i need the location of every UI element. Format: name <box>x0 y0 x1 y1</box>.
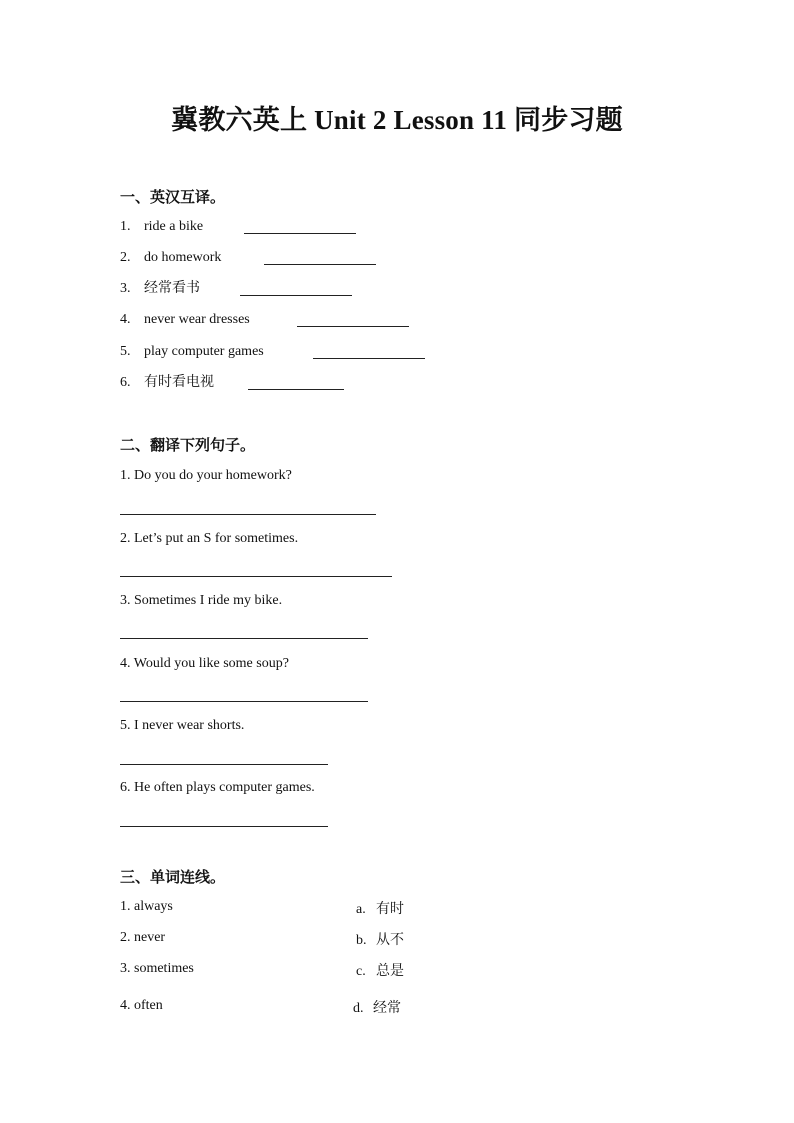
item-number: 2. <box>120 250 131 265</box>
item-number: 5. <box>120 344 131 359</box>
option-text: 从不 <box>376 932 404 948</box>
sentence-6: 6. He often plays computer games. <box>120 780 315 795</box>
item-text: 经常看书 <box>144 280 200 296</box>
answer-blank-2[interactable] <box>264 264 376 265</box>
answer-blank-5[interactable] <box>313 358 425 359</box>
sentence-1: 1. Do you do your homework? <box>120 468 292 483</box>
item-number: 6. <box>120 375 131 390</box>
match-word-2[interactable]: 2. never <box>120 930 166 945</box>
option-letter: d. <box>353 1001 364 1016</box>
option-letter: b. <box>356 933 367 948</box>
item-text: ride a bike <box>144 219 204 234</box>
section3-heading: 三、单词连线。 <box>120 868 226 886</box>
section1-item-4 <box>120 311 250 329</box>
sentence-3: 3. Sometimes I ride my bike. <box>120 593 283 608</box>
sentence-5: 5. I never wear shorts. <box>120 718 245 733</box>
section1-item-2 <box>120 249 221 267</box>
sentence-answer-line-6[interactable] <box>120 826 328 827</box>
sentence-4: 4. Would you like some soup? <box>120 656 289 671</box>
match-word-3[interactable]: 3. sometimes <box>120 961 194 976</box>
section2-heading: 二、翻译下列句子。 <box>120 436 256 454</box>
item-number: 1. <box>120 219 131 234</box>
item-text: 有时看电视 <box>144 374 214 390</box>
item-text: play computer games <box>144 344 264 359</box>
section1-item-6 <box>120 373 214 392</box>
section1-item-5 <box>120 343 264 361</box>
match-meaning-a[interactable] <box>356 898 404 918</box>
option-text: 总是 <box>376 963 404 979</box>
sentence-2: 2. Let’s put an S for sometimes. <box>120 531 299 546</box>
answer-blank-4[interactable] <box>297 326 409 327</box>
option-letter: c. <box>356 964 366 979</box>
option-text: 经常 <box>373 1000 401 1016</box>
match-meaning-d[interactable] <box>353 997 401 1017</box>
sentence-answer-line-2[interactable] <box>120 576 392 577</box>
answer-blank-6[interactable] <box>248 389 344 390</box>
section1-heading: 一、英汉互译。 <box>120 188 226 206</box>
match-word-1[interactable]: 1. always <box>120 899 173 914</box>
item-text: never wear dresses <box>144 312 250 327</box>
sentence-answer-line-5[interactable] <box>120 764 328 765</box>
sentence-answer-line-3[interactable] <box>120 638 368 639</box>
match-meaning-c[interactable] <box>356 960 404 980</box>
match-meaning-b[interactable] <box>356 929 404 949</box>
option-letter: a. <box>356 902 366 917</box>
item-number: 4. <box>120 312 131 327</box>
item-text: do homework <box>144 250 222 265</box>
sentence-answer-line-1[interactable] <box>120 514 376 515</box>
option-text: 有时 <box>376 901 404 917</box>
section1-item-3 <box>120 279 200 298</box>
answer-blank-1[interactable] <box>244 233 356 234</box>
answer-blank-3[interactable] <box>240 295 352 296</box>
match-word-4[interactable]: 4. often <box>120 998 163 1013</box>
page-title: 冀教六英上 Unit 2 Lesson 11 同步习题 <box>171 105 623 135</box>
sentence-answer-line-4[interactable] <box>120 701 368 702</box>
section1-item-1 <box>120 218 203 236</box>
item-number: 3. <box>120 281 131 296</box>
